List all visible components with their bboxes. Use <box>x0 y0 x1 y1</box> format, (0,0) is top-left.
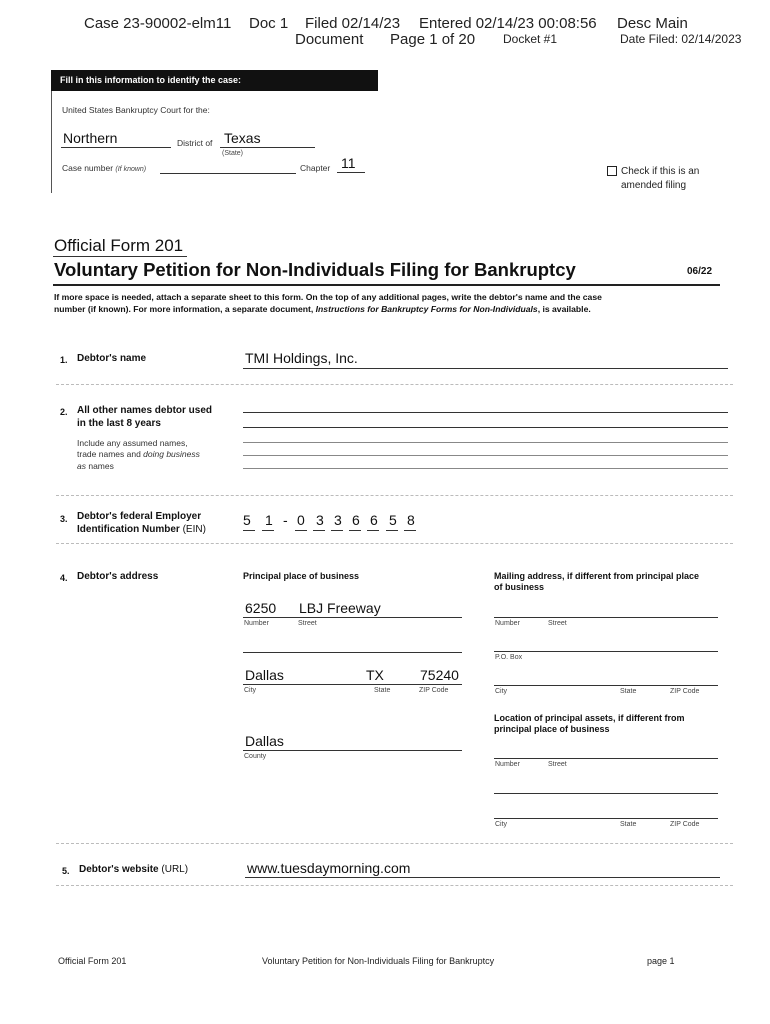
principal-city-label: City <box>244 687 257 694</box>
other-names-label-1: All other names debtor used <box>77 405 213 416</box>
q2-number: 2. <box>60 407 68 417</box>
other-names-line-4[interactable] <box>243 455 728 456</box>
entered-date-header: Entered 02/14/23 00:08:56 <box>419 15 597 32</box>
district-of-label: District of <box>177 138 213 148</box>
case-number-label: Case number (If known) <box>62 163 147 173</box>
form-title: Voluntary Petition for Non-Individuals Filing for Bankruptcy <box>54 259 576 280</box>
mailing-street-line[interactable] <box>494 617 718 618</box>
ein-dash: - <box>283 512 288 528</box>
location-state-label: State <box>620 821 637 828</box>
ein-underline-6 <box>349 530 361 531</box>
principal-zip-value[interactable]: 75240 <box>420 667 459 683</box>
instructions-line-2: number (if known). For more information, a separate document, Instructions for Bankruptcy Forms for Non-Individuals, is available. <box>54 304 591 314</box>
q3-number: 3. <box>60 514 68 524</box>
mailing-pobox-label: P.O. Box <box>495 654 523 661</box>
ein-digit-9[interactable]: 8 <box>407 512 415 528</box>
other-names-line-5[interactable] <box>243 468 728 469</box>
location-city-label: City <box>495 821 508 828</box>
principal-county-label: County <box>244 753 267 760</box>
location-assets-heading-1: Location of principal assets, if different from <box>494 713 685 723</box>
ein-underline-7 <box>367 530 379 531</box>
other-names-label-2: in the last 8 years <box>77 418 161 429</box>
location-street-line[interactable] <box>494 758 718 759</box>
principal-city-line <box>243 684 462 685</box>
principal-street-line <box>243 617 462 618</box>
ein-underline-4 <box>313 530 325 531</box>
q1-divider <box>56 384 733 385</box>
mailing-address-heading-1: Mailing address, if different from principal place <box>494 571 700 581</box>
ein-label-1: Debtor's federal Employer <box>77 511 202 522</box>
chapter-line <box>337 172 365 173</box>
ein-underline-9 <box>404 530 416 531</box>
location-zip-label: ZIP Code <box>670 821 700 828</box>
principal-street-line-2[interactable] <box>243 652 462 653</box>
location-street-label: Street <box>548 761 567 768</box>
docket-header: Docket #1 <box>503 32 558 46</box>
principal-zip-label: ZIP Code <box>419 687 449 694</box>
footer-page-number: page 1 <box>647 956 675 966</box>
mailing-zip-label: ZIP Code <box>670 688 700 695</box>
other-names-hint-1: Include any assumed names, <box>77 438 188 448</box>
principal-number-label: Number <box>244 620 269 627</box>
mailing-number-label: Number <box>495 620 520 627</box>
other-names-hint-2: trade names and doing business <box>77 449 200 459</box>
mailing-city-line[interactable] <box>494 685 718 686</box>
district-name-value[interactable]: Northern <box>63 130 118 146</box>
page-count-header: Page 1 of 20 <box>390 31 476 48</box>
other-names-hint-3: as names <box>77 461 114 471</box>
debtor-name-line <box>243 368 728 369</box>
document-header: Document <box>295 31 364 48</box>
principal-number-value[interactable]: 6250 <box>245 600 277 616</box>
q5-number: 5. <box>62 866 70 876</box>
debtor-name-value[interactable]: TMI Holdings, Inc. <box>245 350 358 366</box>
website-value[interactable]: www.tuesdaymorning.com <box>247 860 411 876</box>
ein-digit-6[interactable]: 6 <box>352 512 360 528</box>
principal-street-label: Street <box>298 620 317 627</box>
chapter-value[interactable]: 11 <box>341 155 356 171</box>
mailing-address-heading-2: of business <box>494 582 545 592</box>
ein-digit-1[interactable]: 5 <box>243 512 251 528</box>
q4-divider <box>56 843 733 844</box>
ein-underline-8 <box>386 530 398 531</box>
doc-number-header: Doc 1 <box>249 15 289 32</box>
filed-date-header: Filed 02/14/23 <box>305 15 401 32</box>
principal-street-value[interactable]: LBJ Freeway <box>299 600 381 616</box>
principal-county-line <box>243 750 462 751</box>
other-names-line-3[interactable] <box>243 442 728 443</box>
ein-underline-1 <box>243 530 255 531</box>
identify-case-heading: Fill in this information to identify the case: <box>60 75 242 85</box>
ein-underline-3 <box>295 530 307 531</box>
official-form-underline <box>53 256 187 257</box>
location-city-line[interactable] <box>494 818 718 819</box>
state-value[interactable]: Texas <box>224 130 261 146</box>
court-label: United States Bankruptcy Court for the: <box>62 105 210 115</box>
title-rule <box>53 284 720 286</box>
amended-filing-label-2: amended filing <box>621 180 687 191</box>
website-label: Debtor's website (URL) <box>79 864 189 875</box>
q3-divider <box>56 543 733 544</box>
amended-filing-checkbox[interactable] <box>607 166 617 176</box>
identify-case-heading-bar <box>51 70 378 91</box>
ein-digit-7[interactable]: 6 <box>370 512 378 528</box>
principal-place-heading: Principal place of business <box>243 571 360 581</box>
ein-digit-5[interactable]: 3 <box>334 512 342 528</box>
q4-number: 4. <box>60 573 68 583</box>
location-assets-heading-2: principal place of business <box>494 724 610 734</box>
mailing-city-label: City <box>495 688 508 695</box>
instructions-line-1: If more space is needed, attach a separate sheet to this form. On the top of any additional pages, write the debtor's name and the case <box>54 292 602 302</box>
footer-form-title: Voluntary Petition for Non-Individuals Filing for Bankruptcy <box>262 956 495 966</box>
mailing-pobox-line[interactable] <box>494 651 718 652</box>
ein-underline-5 <box>331 530 343 531</box>
ein-digit-3[interactable]: 0 <box>297 512 305 528</box>
principal-state-value[interactable]: TX <box>366 667 384 683</box>
ein-digit-2[interactable]: 1 <box>265 512 273 528</box>
principal-county-value[interactable]: Dallas <box>245 733 284 749</box>
other-names-line-2[interactable] <box>243 427 728 428</box>
mailing-state-label: State <box>620 688 637 695</box>
principal-state-label: State <box>374 687 391 694</box>
desc-main-header: Desc Main <box>617 15 688 32</box>
q5-divider <box>56 885 733 886</box>
ein-digit-4[interactable]: 3 <box>316 512 324 528</box>
date-filed-header: Date Filed: 02/14/2023 <box>620 32 742 46</box>
chapter-label: Chapter <box>300 163 331 173</box>
state-line <box>220 147 315 148</box>
form-version: 06/22 <box>687 266 713 277</box>
case-number-header: Case 23-90002-elm11 <box>84 15 232 32</box>
principal-city-value[interactable]: Dallas <box>245 667 284 683</box>
ein-label-2: Identification Number (EIN) <box>77 524 206 535</box>
district-name-line <box>61 147 171 148</box>
debtor-address-label: Debtor's address <box>77 571 159 582</box>
ein-digit-8[interactable]: 5 <box>389 512 397 528</box>
other-names-line-1[interactable] <box>243 412 728 413</box>
amended-filing-label-1: Check if this is an <box>621 166 700 177</box>
website-line <box>245 877 720 878</box>
state-label: (State) <box>222 150 244 157</box>
footer-form-name: Official Form 201 <box>58 956 127 966</box>
location-street-line-2[interactable] <box>494 793 718 794</box>
case-number-line[interactable] <box>160 173 296 174</box>
mailing-street-label: Street <box>548 620 567 627</box>
ein-underline-2 <box>262 530 274 531</box>
location-number-label: Number <box>495 761 520 768</box>
q1-number: 1. <box>60 355 68 365</box>
q2-divider <box>56 495 733 496</box>
official-form-label: Official Form 201 <box>54 236 184 255</box>
debtor-name-label: Debtor's name <box>77 353 147 364</box>
